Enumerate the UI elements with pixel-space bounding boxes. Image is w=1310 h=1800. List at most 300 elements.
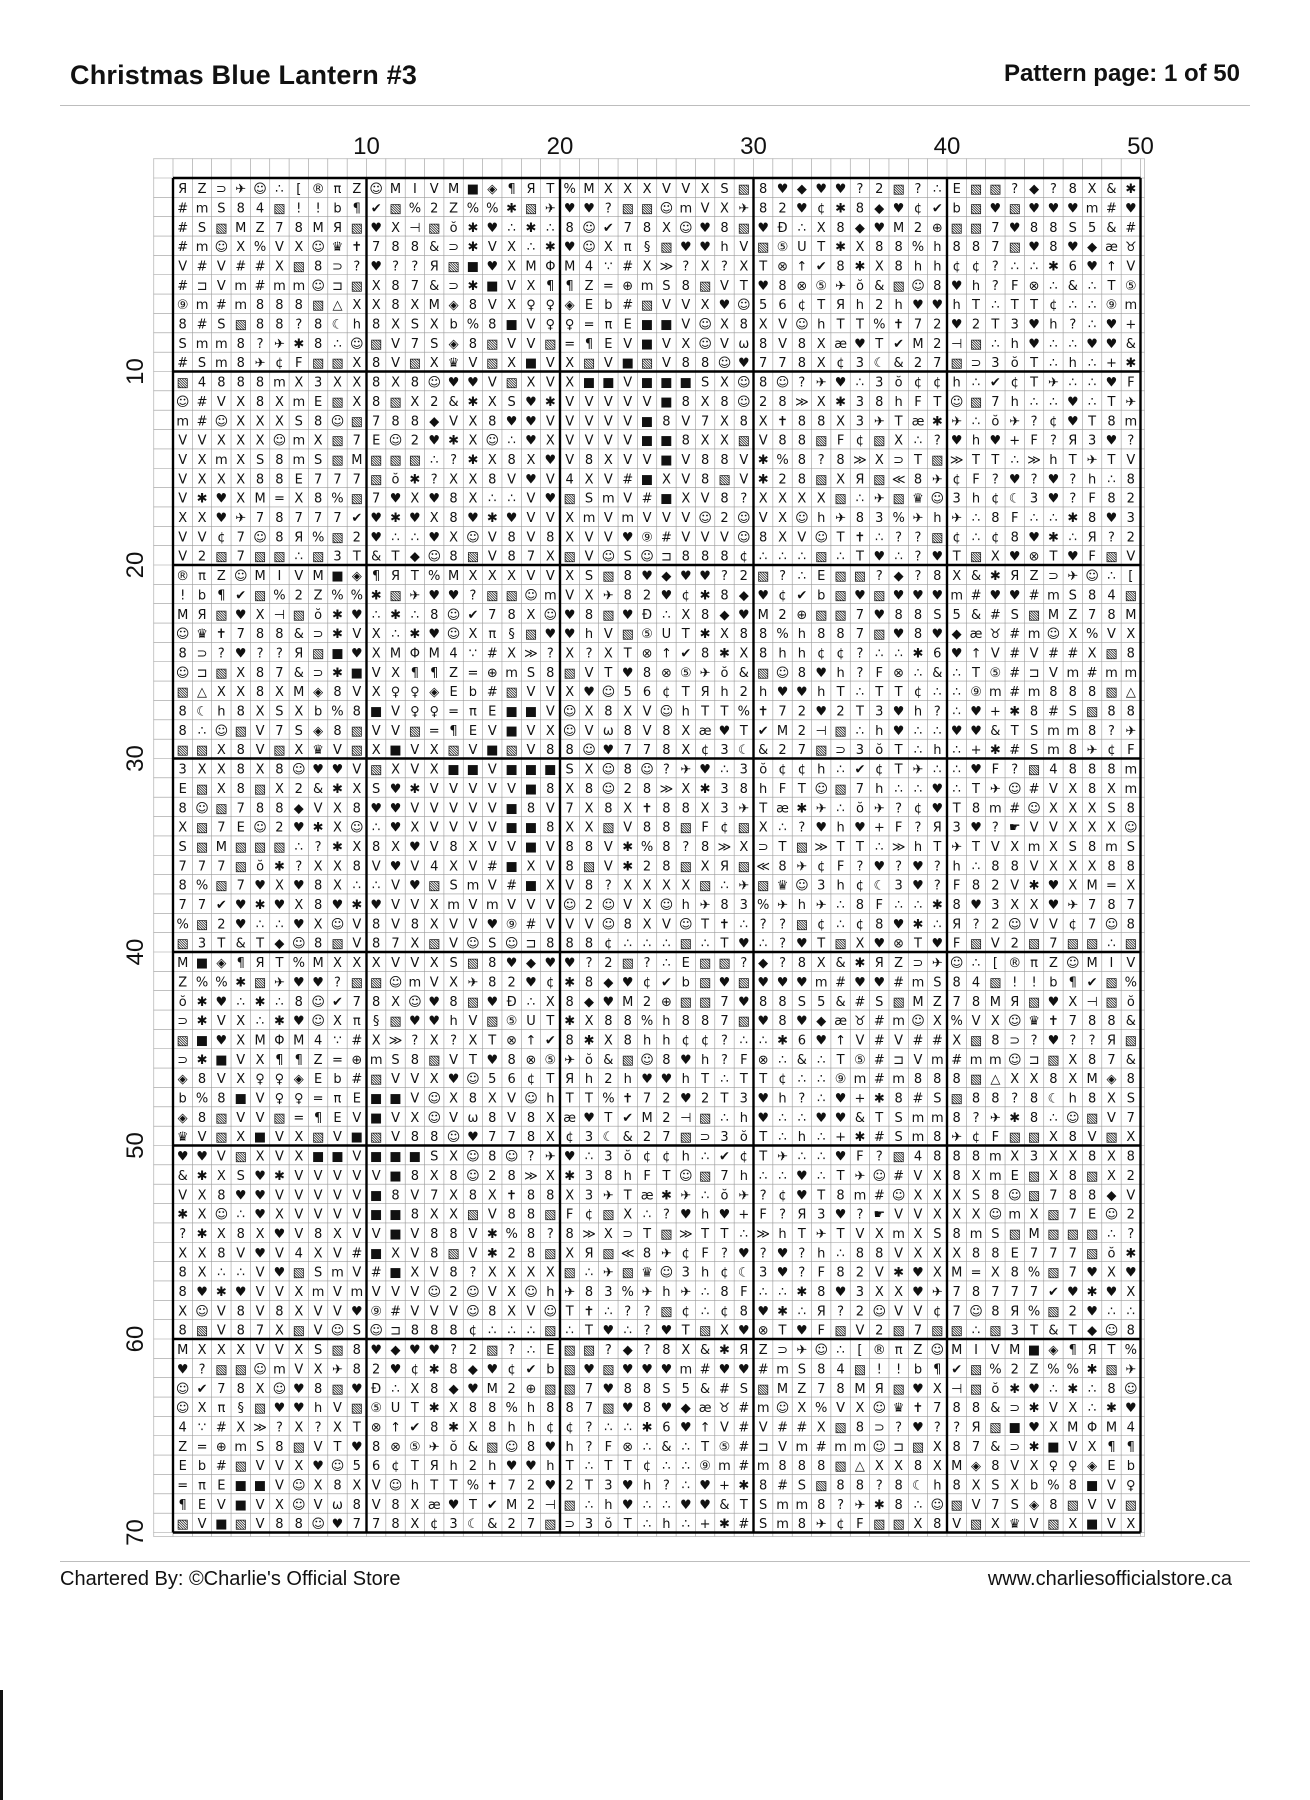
pattern-symbol: ♥: [970, 723, 982, 739]
pattern-symbol: ∴: [991, 336, 1000, 352]
pattern-symbol: V: [1048, 917, 1058, 933]
pattern-symbol: ✱: [1009, 704, 1021, 720]
pattern-symbol: ?: [353, 259, 361, 275]
pattern-symbol: V: [1029, 917, 1039, 933]
pattern-symbol: X: [236, 472, 246, 488]
pattern-symbol: h: [836, 820, 845, 836]
pattern-symbol: 8: [178, 1323, 187, 1339]
pattern-symbol: m: [195, 201, 209, 217]
pattern-symbol: T: [662, 1168, 671, 1184]
pattern-symbol: ¶: [1126, 1439, 1135, 1455]
pattern-symbol: X: [294, 375, 304, 391]
pattern-symbol: X: [681, 878, 691, 894]
pattern-symbol: ♥: [176, 1149, 189, 1165]
pattern-symbol: ✈: [738, 801, 750, 817]
pattern-symbol: T: [1107, 1343, 1116, 1359]
pattern-symbol: 2: [430, 394, 439, 410]
pattern-symbol: I: [277, 569, 282, 585]
pattern-symbol: ✈: [273, 336, 285, 352]
pattern-symbol: Z: [313, 1052, 323, 1068]
pattern-symbol: 8: [565, 1033, 574, 1049]
pattern-symbol: M: [951, 1265, 963, 1281]
pattern-symbol: ∴: [855, 491, 865, 507]
pattern-symbol: ∴: [971, 1323, 981, 1339]
pattern-symbol: %: [756, 898, 770, 914]
pattern-symbol: m: [408, 975, 422, 991]
pattern-symbol: ■: [234, 1091, 247, 1107]
pattern-symbol: V: [700, 530, 710, 546]
pattern-symbol: ♥: [796, 1014, 808, 1030]
pattern-symbol: ♥: [873, 975, 886, 991]
pattern-symbol: M: [254, 1033, 266, 1049]
pattern-symbol: 7: [430, 1188, 439, 1204]
pattern-symbol: 8: [236, 743, 245, 759]
pattern-symbol: #: [931, 1033, 943, 1049]
pattern-symbol: ♥: [757, 1110, 770, 1126]
pattern-symbol: V: [603, 530, 613, 546]
pattern-symbol: ♉: [1124, 240, 1137, 256]
pattern-symbol: T: [1030, 375, 1039, 391]
pattern-symbol: ŏ: [855, 278, 864, 294]
pattern-symbol: 7: [778, 704, 787, 720]
pattern-symbol: ▧: [311, 646, 325, 662]
pattern-symbol: ∴: [855, 723, 865, 739]
pattern-symbol: ∴: [584, 1265, 594, 1281]
pattern-symbol: ♥: [563, 1149, 576, 1165]
pattern-symbol: ŏ: [391, 472, 400, 488]
pattern-symbol: 8: [894, 1497, 903, 1513]
pattern-symbol: V: [565, 878, 575, 894]
pattern-symbol: ♥: [428, 530, 441, 546]
pattern-symbol: V: [487, 801, 497, 817]
pattern-symbol: S: [720, 182, 729, 198]
row-number-labels: [122, 358, 149, 1546]
pattern-symbol: V: [758, 433, 768, 449]
pattern-symbol: ¢: [797, 298, 807, 314]
pattern-symbol: ▧: [815, 607, 828, 623]
pattern-symbol: ®: [1008, 956, 1022, 972]
pattern-symbol: X: [797, 491, 807, 507]
pattern-symbol: 8: [449, 1323, 458, 1339]
pattern-symbol: S: [894, 1130, 903, 1146]
pattern-symbol: ▧: [1066, 936, 1079, 952]
pattern-symbol: 8: [836, 1478, 845, 1494]
pattern-symbol: ?: [972, 1110, 980, 1126]
pattern-symbol: S: [294, 414, 303, 430]
pattern-symbol: h: [817, 685, 826, 701]
pattern-symbol: ?: [411, 259, 419, 275]
pattern-symbol: 7: [855, 781, 865, 797]
pattern-symbol: E: [294, 472, 303, 488]
pattern-symbol: ☺: [717, 356, 732, 372]
pattern-symbol: ✈: [273, 975, 285, 991]
pattern-symbol: ✱: [1106, 1401, 1117, 1417]
pattern-symbol: ♥: [505, 414, 518, 430]
pattern-symbol: ■: [370, 704, 383, 720]
pattern-symbol: m: [1124, 781, 1138, 797]
pattern-symbol: 4: [1107, 588, 1116, 604]
pattern-symbol: S: [178, 336, 187, 352]
pattern-symbol: T: [546, 1072, 555, 1088]
pattern-symbol: h: [526, 1420, 536, 1436]
pattern-symbol: ∴: [933, 723, 942, 739]
pattern-symbol: ▧: [969, 936, 983, 952]
pattern-symbol: ∴: [584, 1459, 594, 1475]
pattern-symbol: ∴: [1087, 1381, 1097, 1397]
pattern-symbol: ▧: [950, 220, 963, 236]
pattern-symbol: ■: [640, 433, 654, 449]
pattern-symbol: &: [835, 994, 846, 1010]
pattern-symbol: ✱: [873, 1091, 885, 1107]
pattern-symbol: ▧: [602, 607, 615, 623]
pattern-symbol: ?: [721, 1246, 728, 1262]
pattern-symbol: ¢: [933, 1304, 942, 1320]
pattern-symbol: X: [371, 646, 381, 662]
pattern-symbol: ♥: [1066, 201, 1079, 217]
pattern-symbol: ✱: [448, 433, 460, 449]
pattern-symbol: ⑨: [505, 917, 518, 933]
pattern-symbol: 2: [700, 1091, 710, 1107]
pattern-symbol: ?: [1088, 1033, 1096, 1049]
pattern-symbol: 8: [255, 317, 265, 333]
pattern-symbol: M: [1067, 1420, 1079, 1436]
pattern-symbol: V: [255, 1304, 265, 1320]
pattern-symbol: %: [195, 975, 209, 991]
pattern-symbol: ?: [759, 1246, 767, 1262]
pattern-symbol: 8: [352, 1362, 361, 1378]
pattern-symbol: V: [487, 298, 497, 314]
pattern-symbol: ✈: [564, 1285, 576, 1301]
pattern-symbol: ▧: [969, 182, 983, 198]
pattern-symbol: V: [565, 433, 575, 449]
pattern-symbol: ▧: [602, 820, 615, 836]
pattern-symbol: T: [1107, 452, 1116, 468]
pattern-symbol: ∴: [933, 762, 942, 778]
pattern-symbol: ♀: [410, 704, 420, 720]
pattern-symbol: π: [333, 1091, 342, 1107]
pattern-symbol: 8: [449, 1168, 458, 1184]
pattern-symbol: 8: [352, 801, 361, 817]
pattern-symbol: ?: [179, 1226, 187, 1242]
pattern-symbol: h: [720, 685, 729, 701]
pattern-symbol: ▧: [892, 278, 905, 294]
pattern-symbol: ♥: [447, 1072, 460, 1088]
pattern-symbol: X: [855, 240, 865, 256]
pattern-symbol: ▧: [311, 298, 325, 314]
pattern-symbol: X: [932, 1265, 942, 1281]
pattern-symbol: 8: [410, 917, 420, 933]
pattern-symbol: ▧: [1027, 1168, 1041, 1184]
pattern-symbol: 8: [1107, 414, 1116, 430]
pattern-symbol: V: [545, 917, 555, 933]
pattern-symbol: 2: [778, 743, 787, 759]
pattern-symbol: V: [255, 1517, 265, 1533]
pattern-symbol: 8: [778, 994, 787, 1010]
pattern-symbol: V: [700, 201, 710, 217]
pattern-symbol: 3: [991, 898, 1000, 914]
pattern-symbol: ☺: [291, 762, 306, 778]
pattern-symbol: ♥: [757, 975, 770, 991]
pattern-symbol: X: [603, 1226, 613, 1242]
pattern-symbol: 8: [642, 1246, 652, 1262]
pattern-symbol: V: [197, 1130, 207, 1146]
pattern-symbol: 8: [584, 975, 594, 991]
pattern-symbol: ▧: [892, 1323, 905, 1339]
pattern-symbol: V: [391, 1130, 400, 1146]
pattern-symbol: M: [1047, 607, 1060, 623]
pattern-symbol: ■: [389, 743, 402, 759]
pattern-symbol: V: [352, 1110, 362, 1126]
pattern-symbol: m: [795, 1439, 809, 1455]
pattern-symbol: 8: [236, 356, 245, 372]
pattern-symbol: X: [758, 820, 768, 836]
pattern-symbol: ♥: [1028, 1381, 1040, 1397]
pattern-symbol: ⊕: [525, 1381, 537, 1397]
pattern-symbol: ✈: [796, 859, 808, 875]
pattern-symbol: S: [1107, 801, 1116, 817]
pattern-symbol: X: [758, 317, 768, 333]
pattern-symbol: ✈: [467, 975, 479, 991]
pattern-symbol: X: [720, 317, 729, 333]
pattern-symbol: ∴: [1010, 259, 1019, 275]
pattern-symbol: #: [254, 278, 266, 294]
pattern-symbol: ♥: [486, 1052, 499, 1068]
pattern-symbol: h: [797, 646, 806, 662]
pattern-symbol: V: [410, 1226, 420, 1242]
pattern-symbol: 2: [797, 723, 807, 739]
pattern-symbol: ¢: [430, 1517, 439, 1533]
pattern-symbol: V: [565, 917, 575, 933]
pattern-symbol: ¢: [991, 530, 1000, 546]
pattern-symbol: ■: [640, 472, 654, 488]
pattern-symbol: V: [1029, 820, 1039, 836]
pattern-symbol: ¢: [681, 588, 690, 604]
pattern-symbol: V: [487, 375, 497, 391]
pattern-symbol: X: [197, 1188, 207, 1204]
pattern-symbol: V: [197, 1517, 207, 1533]
pattern-symbol: ¢: [642, 975, 652, 991]
pattern-symbol: X: [971, 1478, 981, 1494]
pattern-symbol: ▧: [911, 1439, 925, 1455]
pattern-symbol: E: [178, 781, 187, 797]
pattern-symbol: h: [720, 240, 729, 256]
pattern-symbol: 5: [952, 607, 961, 623]
pattern-symbol: ♥: [815, 665, 828, 681]
pattern-symbol: %: [815, 1401, 828, 1417]
pattern-symbol: 8: [913, 1459, 923, 1475]
pattern-symbol: 8: [488, 1401, 497, 1417]
pattern-symbol: ☺: [930, 491, 945, 507]
pattern-symbol: ♥: [254, 1188, 266, 1204]
pattern-symbol: X: [449, 472, 459, 488]
pattern-symbol: X: [236, 394, 246, 410]
pattern-symbol: ✱: [196, 1014, 208, 1030]
pattern-symbol: S: [526, 665, 536, 681]
pattern-symbol: ♥: [350, 1439, 363, 1455]
pattern-symbol: ✱: [1028, 1439, 1040, 1455]
pattern-symbol: X: [410, 1381, 420, 1397]
pattern-symbol: Я: [332, 220, 342, 236]
pattern-symbol: X: [197, 1401, 207, 1417]
footer-divider: [60, 1561, 1250, 1562]
pattern-symbol: ⑤: [854, 1052, 866, 1068]
pattern-symbol: F: [991, 1130, 1000, 1146]
pattern-symbol: ♥: [234, 1188, 247, 1204]
pattern-symbol: ♥: [350, 607, 363, 623]
pattern-symbol: ♥: [215, 491, 228, 507]
pattern-symbol: 8: [333, 723, 342, 739]
pattern-symbol: #: [1086, 665, 1098, 681]
pattern-symbol: X: [661, 220, 671, 236]
pattern-symbol: ♥: [1066, 549, 1079, 565]
pattern-symbol: ■: [311, 1149, 325, 1165]
pattern-symbol: E: [314, 394, 323, 410]
pattern-symbol: æ: [969, 627, 983, 643]
pattern-symbol: ♥: [854, 820, 866, 836]
pattern-symbol: V: [739, 240, 749, 256]
pattern-symbol: S: [449, 878, 458, 894]
pattern-symbol: ☺: [1007, 917, 1022, 933]
pattern-symbol: T: [797, 1226, 806, 1242]
pattern-symbol: π: [198, 1478, 206, 1494]
pattern-symbol: ≪: [891, 472, 906, 488]
pattern-symbol: æ: [563, 1110, 577, 1126]
pattern-symbol: b: [1049, 975, 1058, 991]
pattern-symbol: ?: [933, 704, 941, 720]
pattern-symbol: X: [468, 627, 478, 643]
pattern-symbol: 8: [468, 298, 478, 314]
pattern-symbol: ♥: [544, 956, 557, 972]
pattern-symbol: 4: [430, 859, 439, 875]
pattern-symbol: ▧: [1085, 1168, 1099, 1184]
pattern-symbol: ¶: [178, 1497, 187, 1513]
pattern-symbol: ▧: [969, 336, 983, 352]
pattern-symbol: 3: [720, 801, 729, 817]
pattern-symbol: ▧: [1008, 201, 1021, 217]
pattern-symbol: ✱: [332, 627, 343, 643]
pattern-symbol: ■: [660, 433, 673, 449]
pattern-symbol: %: [1047, 1362, 1060, 1378]
row-number-60: 60: [122, 1325, 149, 1353]
pattern-symbol: ✈: [680, 762, 692, 778]
pattern-symbol: ▧: [969, 1517, 983, 1533]
pattern-symbol: ¢: [546, 975, 555, 991]
pattern-symbol: V: [352, 685, 362, 701]
pattern-symbol: ¢: [546, 1420, 555, 1436]
pattern-symbol: V: [352, 627, 362, 643]
pattern-symbol: T: [643, 1226, 652, 1242]
pattern-symbol: 8: [584, 878, 594, 894]
pattern-symbol: ≫: [853, 452, 867, 468]
pattern-symbol: ▧: [292, 1323, 305, 1339]
pattern-symbol: V: [642, 723, 652, 739]
pattern-symbol: 8: [952, 240, 961, 256]
pattern-symbol: ▧: [1105, 1362, 1118, 1378]
pattern-symbol: ⊕: [660, 994, 672, 1010]
pattern-symbol: ▧: [253, 1401, 267, 1417]
pattern-symbol: m: [853, 1072, 867, 1088]
pattern-symbol: V: [255, 1110, 265, 1126]
pattern-symbol: ¶: [430, 665, 439, 681]
pattern-symbol: ☺: [930, 1497, 945, 1513]
pattern-symbol: ⊗: [660, 665, 672, 681]
pattern-symbol: ♥: [718, 1207, 731, 1223]
pattern-symbol: ◈: [1029, 1497, 1040, 1513]
pattern-symbol: ▧: [834, 569, 847, 585]
pattern-symbol: 6: [372, 1459, 381, 1475]
pattern-symbol: 3: [817, 878, 826, 894]
pattern-symbol: ?: [1127, 1226, 1135, 1242]
pattern-symbol: 4: [178, 1420, 187, 1436]
pattern-symbol: 8: [855, 511, 865, 527]
pattern-symbol: V: [391, 1072, 400, 1088]
pattern-symbol: ∴: [778, 1110, 787, 1126]
pattern-symbol: ≫: [678, 1226, 693, 1242]
pattern-symbol: ▧: [602, 1401, 615, 1417]
pattern-symbol: X: [236, 665, 246, 681]
pattern-symbol: 8: [1068, 1188, 1077, 1204]
pattern-symbol: ☺: [601, 685, 616, 701]
pattern-symbol: X: [468, 569, 478, 585]
pattern-symbol: ▧: [350, 743, 363, 759]
pattern-symbol: ▧: [311, 356, 325, 372]
pattern-symbol: ∴: [797, 569, 807, 585]
pattern-symbol: ✱: [893, 1265, 905, 1281]
pattern-symbol: m: [292, 433, 306, 449]
pattern-symbol: M: [293, 1033, 305, 1049]
pattern-symbol: ☺: [601, 549, 616, 565]
pattern-symbol: m: [292, 278, 306, 294]
pattern-symbol: ∴: [836, 1246, 845, 1262]
pattern-symbol: ⊣: [951, 1381, 963, 1397]
pattern-symbol: &: [1067, 278, 1078, 294]
pattern-symbol: ⊐: [332, 278, 343, 294]
pattern-symbol: ?: [798, 375, 806, 391]
pattern-symbol: X: [855, 936, 865, 952]
pattern-symbol: ■: [350, 1130, 363, 1146]
pattern-symbol: 7: [623, 220, 632, 236]
pattern-symbol: ♥: [912, 878, 924, 894]
pattern-symbol: =: [1106, 878, 1117, 894]
pattern-symbol: Я: [391, 569, 401, 585]
pattern-symbol: h: [913, 259, 923, 275]
pattern-symbol: ♥: [563, 201, 576, 217]
pattern-symbol: ▧: [795, 839, 809, 855]
pattern-symbol: V: [526, 336, 536, 352]
pattern-symbol: V: [507, 898, 517, 914]
pattern-symbol: ↑: [660, 646, 672, 662]
pattern-symbol: ☾: [1047, 1091, 1060, 1107]
pattern-symbol: 7: [971, 1439, 981, 1455]
pattern-symbol: ☺: [408, 994, 422, 1010]
pattern-symbol: M: [351, 452, 363, 468]
pattern-symbol: X: [952, 1033, 962, 1049]
pattern-symbol: #: [893, 975, 905, 991]
pattern-symbol: ∴: [875, 646, 884, 662]
pattern-symbol: V: [507, 278, 517, 294]
pattern-symbol: V: [216, 1072, 226, 1088]
pattern-symbol: 8: [991, 1304, 1000, 1320]
pattern-symbol: T: [391, 549, 400, 565]
pattern-symbol: ?: [895, 801, 903, 817]
pattern-symbol: 3: [739, 898, 748, 914]
pattern-symbol: ▧: [563, 1362, 576, 1378]
pattern-symbol: #: [1009, 685, 1021, 701]
pattern-symbol: #: [351, 1246, 363, 1262]
pattern-symbol: E: [217, 1478, 226, 1494]
pattern-symbol: ♥: [641, 1362, 653, 1378]
pattern-symbol: ↑: [1106, 259, 1117, 275]
